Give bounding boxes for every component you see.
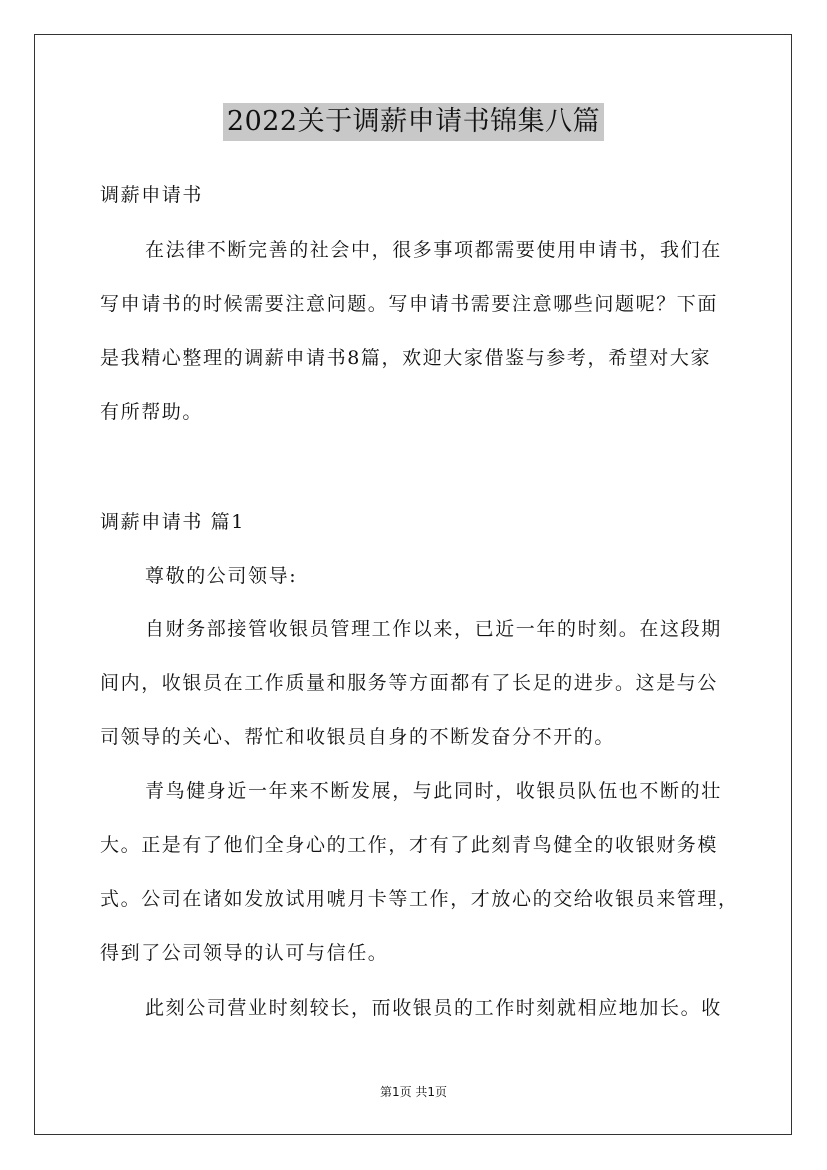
intro-line-3: 是我精心整理的调薪申请书8篇，欢迎大家借鉴与参考，希望对大家 xyxy=(100,347,712,369)
para2-line-1: 青鸟健身近一年来不断发展，与此同时，收银员队伍也不断的壮 xyxy=(145,780,722,802)
section-heading: 调薪申请书 篇1 xyxy=(100,511,245,533)
para1-line-2: 间内，收银员在工作质量和服务等方面都有了长足的进步。这是与公 xyxy=(100,672,719,694)
para2-line-4: 得到了公司领导的认可与信任。 xyxy=(100,942,389,964)
para2-line-2: 大。正是有了他们全身心的工作，才有了此刻青鸟健全的收银财务模 xyxy=(100,834,719,856)
intro-line-1: 在法律不断完善的社会中，很多事项都需要使用申请书，我们在 xyxy=(145,239,722,261)
intro-heading: 调薪申请书 xyxy=(100,184,204,206)
para3-line-1: 此刻公司营业时刻较长，而收银员的工作时刻就相应地加长。收 xyxy=(145,997,722,1019)
para1-line-3: 司领导的关心、帮忙和收银员自身的不断发奋分不开的。 xyxy=(100,726,616,748)
title-container xyxy=(0,103,827,141)
intro-line-4: 有所帮助。 xyxy=(100,401,204,423)
salutation: 尊敬的公司领导: xyxy=(145,565,298,587)
para2-line-3: 式。公司在诸如发放试用唬月卡等工作，才放心的交给收银员来管理， xyxy=(100,888,739,910)
intro-line-2: 写申请书的时候需要注意问题。写申请书需要注意哪些问题呢？下面 xyxy=(100,293,719,315)
document-title: 2022关于调薪申请书锦集八篇 xyxy=(223,103,604,141)
page-footer: 第1页 共1页 xyxy=(379,1085,448,1099)
para1-line-1: 自财务部接管收银员管理工作以来，已近一年的时刻。在这段期 xyxy=(145,618,722,640)
